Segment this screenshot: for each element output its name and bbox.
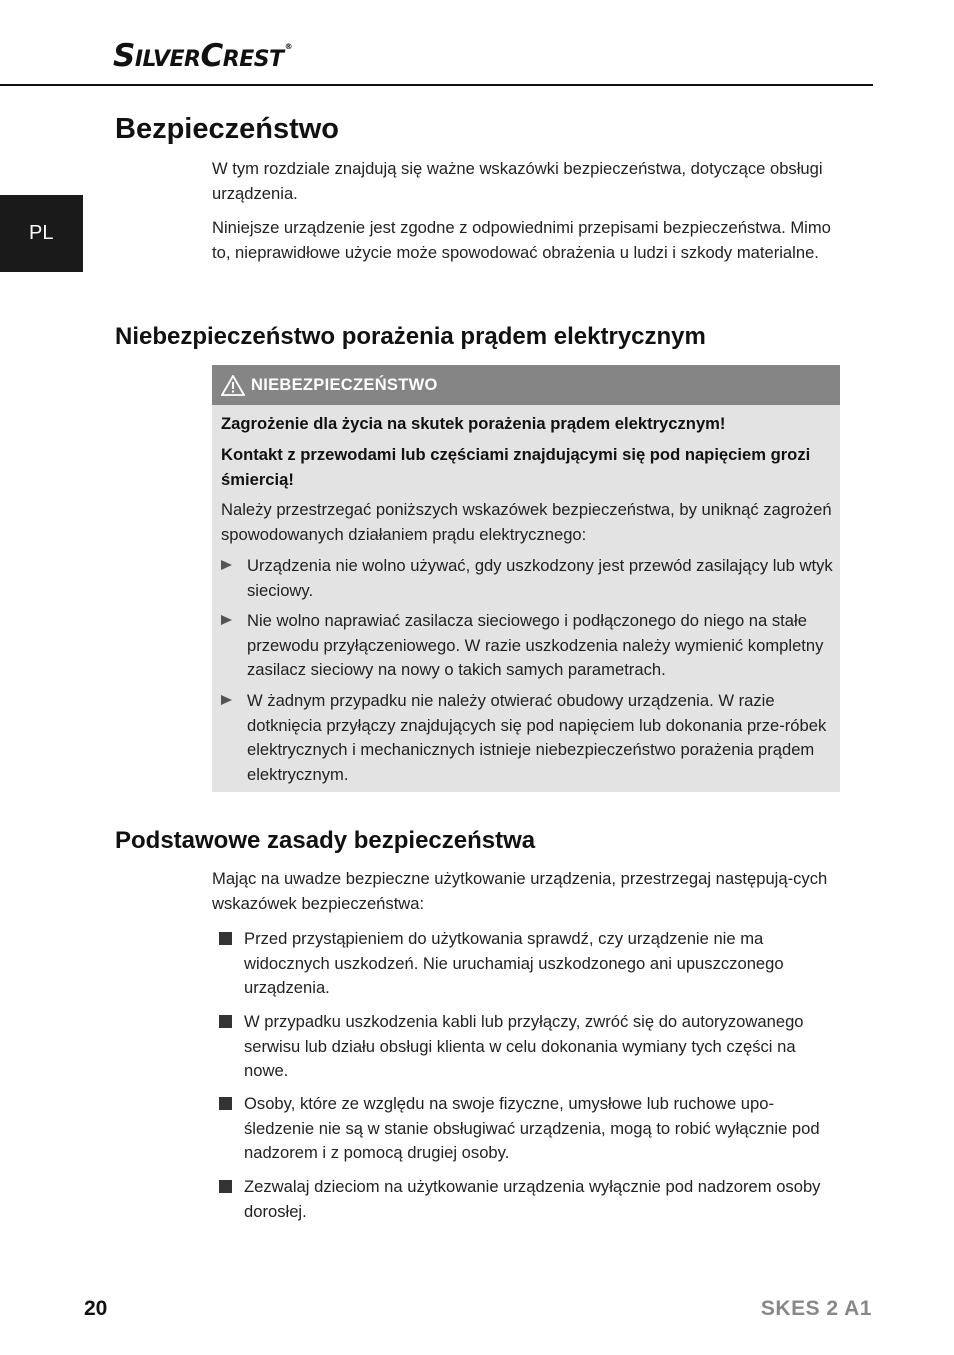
warning-list-item: Urządzenia nie wolno używać, gdy uszkodzony jest przewód zasilający lub wtyk sieciowy.: [221, 554, 833, 603]
rule-list-item: Osoby, które ze względu na swoje fizyczne, umysłowe lub ruchowe upo-śledzenie nie są w stanie obsługiwać urządzenia, mogą to robić wyłącznie pod nadzorem i z pomocą drugiej osoby.: [212, 1092, 842, 1166]
language-tab: PL: [0, 195, 83, 272]
rule-list-item: Zezwalaj dzieciom na użytkowanie urządzenia wyłącznie pod nadzorem osoby dorosłej.: [212, 1175, 842, 1224]
square-bullet-icon: [219, 1015, 232, 1028]
page-title: Bezpieczeństwo: [115, 113, 339, 145]
rule-list-item: Przed przystąpieniem do użytkowania sprawdź, czy urządzenie nie ma widocznych uszkodzeń. Nie uruchamiaj uszkodzonego ani upuszczonego urządzenia.: [212, 927, 842, 1001]
warning-label: NIEBEZPIECZEŃSTWO: [251, 375, 438, 394]
brand-logo: SilverCrest®: [113, 38, 293, 74]
warning-header: [212, 365, 840, 405]
warning-triangle-icon: [221, 375, 245, 396]
intro-paragraph-1: W tym rozdziale znajdują się ważne wskazówki bezpieczeństwa, dotyczące obsługi urządzenia.: [212, 159, 823, 203]
registered-mark: ®: [284, 42, 293, 51]
section-heading-basic-rules: Podstawowe zasady bezpieczeństwa: [115, 827, 536, 854]
warning-list-item: Nie wolno naprawiać zasilacza sieciowego i podłączonego do niego na stałe przewodu przyłączeniowego. W razie uszkodzenia należy wymienić kompletny zasilacz sieciowy na nowy o takich samych parametrach.: [221, 609, 833, 683]
page-number: 20: [84, 1297, 108, 1320]
square-bullet-icon: [219, 1097, 232, 1110]
square-bullet-icon: [219, 932, 232, 945]
basic-rules-intro: Mając na uwadze bezpieczne użytkowanie urządzenia, przestrzegaj następują-cych wskazówek bezpieczeństwa:: [212, 869, 828, 913]
warning-bold-line-2: Kontakt z przewodami lub częściami znajdującymi się pod napięciem grozi śmiercią!: [221, 445, 811, 489]
intro-paragraph-2: Niniejsze urządzenie jest zgodne z odpowiednimi przepisami bezpieczeństwa. Mimo to, nieprawidłowe użycie może spowodować obrażenia u ludzi i szkody materialne.: [212, 218, 831, 262]
header-divider: [0, 84, 873, 86]
warning-bold-line-1: Zagrożenie dla życia na skutek porażenia prądem elektrycznym!: [221, 414, 726, 433]
model-name: SKES 2 A1: [760, 1297, 872, 1320]
warning-list-item: W żadnym przypadku nie należy otwierać obudowy urządzenia. W razie dotknięcia przyłączy znajdujących się pod napięciem lub dokonania prze-róbek elektrycznych i mechanicznych istnieje niebezpieczeństwo porażenia prądem elektrycznym.: [221, 689, 833, 787]
rule-list-item: W przypadku uszkodzenia kabli lub przyłączy, zwróć się do autoryzowanego serwisu lub działu obsługi klienta w celu dokonania wymiany tych części na nowe.: [212, 1010, 842, 1084]
warning-text: Należy przestrzegać poniższych wskazówek bezpieczeństwa, by uniknąć zagrożeń spowodowanych działaniem prądu elektrycznego:: [221, 500, 832, 544]
arrow-bullet-icon: [221, 695, 232, 705]
arrow-bullet-icon: [221, 560, 232, 570]
square-bullet-icon: [219, 1180, 232, 1193]
arrow-bullet-icon: [221, 615, 232, 625]
section-heading-electric: Niebezpieczeństwo porażenia prądem elektrycznym: [115, 323, 706, 350]
